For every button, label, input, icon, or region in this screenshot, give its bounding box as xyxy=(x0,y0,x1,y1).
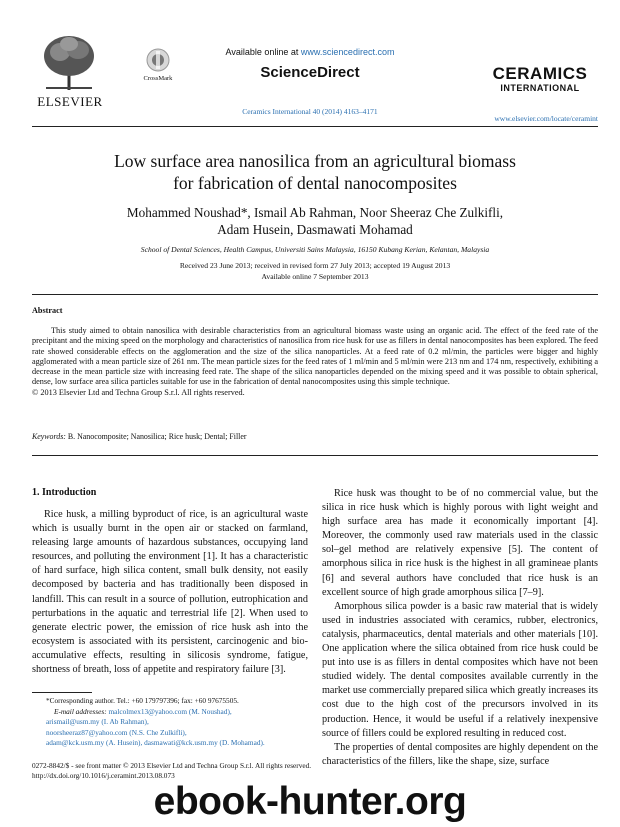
paragraph: Rice husk was thought to be of no commercial value, but the silica in rice husk which is highly porous with light weight and high surface area has made it economically important [4]. Moreover, the commonly used raw materials used in the classic sol–gel method are relatively expensive [5]. The content of amorphous silica in rice husk is the highest in all gramineae plants [6] and several authors have concluded that rice husk is an excellent source of high grade amorphous silica [7–9]. xyxy=(322,488,598,598)
authors-line2: Adam Husein, Dasmawati Mohamad xyxy=(217,222,413,237)
abstract-top-rule xyxy=(32,294,598,295)
article-title-line1: Low surface area nanosilica from an agricultural biomass xyxy=(114,151,516,171)
section-heading-introduction: 1. Introduction xyxy=(32,487,97,498)
journal-logo-subtitle: INTERNATIONAL xyxy=(500,83,580,93)
paragraph: The properties of dental composites are highly dependent on the characteristics of the fillers, like the shape, size, surface xyxy=(322,741,598,767)
affiliation: School of Dental Sciences, Health Campus, Universiti Sains Malaysia, 16150 Kubang Kerian, Kelantan, Malaysia xyxy=(140,245,490,254)
available-online-prefix: Available online at xyxy=(225,47,301,57)
right-column xyxy=(322,487,598,769)
email-link[interactable]: malcolmex13@yahoo.com (M. Noushad), xyxy=(108,706,232,716)
available-online xyxy=(200,47,420,57)
issn-line: 0272-8842/$ - see front matter © 2013 Elsevier Ltd and Techna Group S.r.l. All rights reserved. xyxy=(32,761,312,770)
sciencedirect-logo: ScienceDirect xyxy=(260,64,360,81)
abstract-copyright: © 2013 Elsevier Ltd and Techna Group S.r.l. All rights reserved. xyxy=(32,387,245,397)
email-line xyxy=(32,707,308,718)
paragraph: Rice husk, a milling byproduct of rice, is an agricultural waste which is usually burnt in the open air or stacked on farmland, releasing large amounts of hazardous substances, occupying land resources, and polluting the environment [1]. It has a characteristic of hard surface, high silica content, small bulk density, not easily decomposed by bacteria and has traditionally been disposed in landfill. This can result in a source of pollution, eutrophication and perturbations in the aquatic and terrestrial life [2]. When used to generate electric power, the emission of rice husk ash into the ecosystem is associated with its persistent, carcinogenic and bio-accumulative effects, resulting in silicosis syndrome, fatigue, shortness of breath, loss of appetite and respiratory failure [3]. xyxy=(32,509,308,676)
crossmark-label: CrossMark xyxy=(143,75,173,82)
keywords xyxy=(32,432,247,441)
received-dates: Received 23 June 2013; received in revised form 27 July 2013; accepted 19 August 2013 xyxy=(179,261,451,270)
email-link[interactable]: noorsheeraz87@yahoo.com (N.S. Che Zulkifli), xyxy=(46,727,187,737)
sciencedirect-link[interactable]: www.sciencedirect.com xyxy=(300,47,395,57)
email-link[interactable]: arismail@usm.my (I. Ab Rahman), xyxy=(46,717,149,727)
footnote xyxy=(32,696,308,749)
header-rule xyxy=(32,126,598,127)
journal-url[interactable]: www.elsevier.com/locate/ceramint xyxy=(494,114,598,123)
abstract-text: This study aimed to obtain nanosilica with desirable characteristics from an agricultural biomass waste using an organic acid. The effect of the feed rate of the precipitant and the mixing speed on the morphology and characteristics of nanosilica from rice husk for use as fillers in dental nanocomposites has been explored. The feed rate showed considerable effects on the agglomeration and the size of the silica nanoparticles. At a feed rate of 0.2 ml/min, the particles were bigger and highly agglomerated with a mean particle size of 261 nm. The mean particle sizes for the feed rates of 1 ml/min and 5 ml/min were 213 nm and 174 nm, respectively, exhibiting a decrease in the mean particle size with increasing feed rate. The shape of the silica nanoparticles depended on the mixing speed and it was possible to obtain spherical, dense, low surface area silica particles suitable for use in the fabrication of dental nanocomposites using this simple technique. xyxy=(32,326,598,387)
journal-logo-title: CERAMICS xyxy=(492,64,588,83)
email-link[interactable]: dasmawati@kck.usm.my (D. Mohamad). xyxy=(144,738,265,748)
keywords-list: B. Nanocomposite; Nanosilica; Rice husk; Dental; Filler xyxy=(67,432,247,441)
abstract-bottom-rule xyxy=(32,455,598,456)
journal-reference[interactable]: Ceramics International 40 (2014) 4163–4171 xyxy=(242,107,378,116)
authors-line1: Mohammed Noushad*, Ismail Ab Rahman, Noor Sheeraz Che Zulkifli, xyxy=(126,205,504,220)
publisher-name: ELSEVIER xyxy=(37,94,103,109)
elsevier-tree-logo xyxy=(40,32,98,92)
watermark-text: ebook-hunter.org xyxy=(153,780,467,823)
doi-line[interactable]: http://dx.doi.org/10.1016/j.ceramint.2013.08.073 xyxy=(32,771,175,780)
footnote-rule xyxy=(32,692,92,693)
abstract-heading: Abstract xyxy=(32,306,63,315)
email-link[interactable]: adam@kck.usm.my (A. Husein), xyxy=(46,738,143,748)
corresponding-author: *Corresponding author. Tel.: +60 179797396; fax: +60 97675505. xyxy=(46,696,239,705)
keywords-label: Keywords: xyxy=(32,432,66,441)
crossmark-icon[interactable] xyxy=(146,48,170,72)
article-title-line2: for fabrication of dental nanocomposites xyxy=(173,173,457,193)
abstract-body xyxy=(32,326,598,398)
paragraph: Amorphous silica powder is a basic raw material that is widely used in industries associated with ceramics, rubber, electronics, catalysis, pharmaceutics, dental materials and other materials [10]. One application where the silica obtained from rice husk could be put into use is as fillers in dental composites which have not been studied widely. The dental composites available currently in the market use commercially prepared silica which greatly increases its cost due to the high cost of the precursors involved in its production. Hence, it would be useful if a relatively inexpensive source of fillers could be explored resulting in reduced cost. xyxy=(322,600,598,739)
email-label: E-mail addresses: xyxy=(54,706,107,716)
left-column xyxy=(32,508,308,677)
available-online-date: Available online 7 September 2013 xyxy=(261,272,369,281)
email-line xyxy=(32,738,308,749)
